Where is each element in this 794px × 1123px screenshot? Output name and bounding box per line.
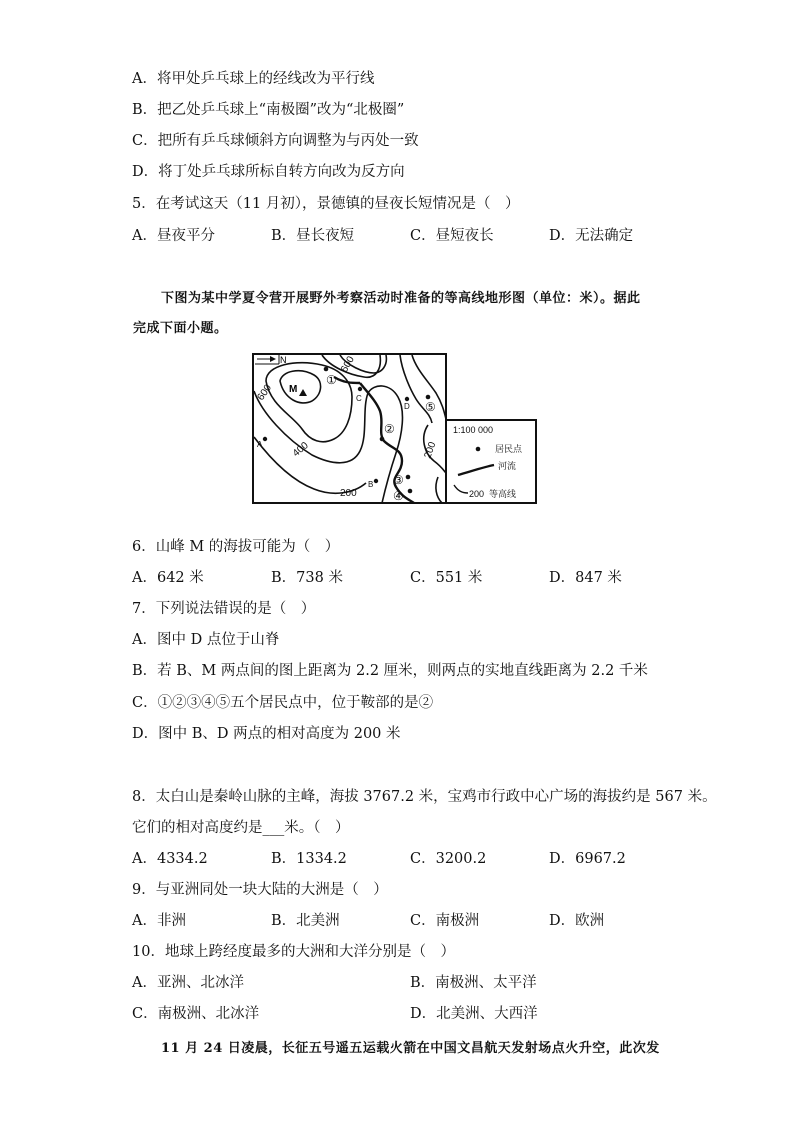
settlement-label: ① (326, 373, 337, 387)
option-b: B．738 米 (271, 570, 343, 586)
legend-settlement-icon (476, 447, 481, 452)
contour-label: 600 (339, 354, 357, 375)
settlement-label: ④ (393, 489, 404, 503)
point-label: D (404, 402, 410, 411)
option-b: B．1334.2 (271, 851, 347, 867)
legend-settlement-label: 居民点 (495, 444, 523, 454)
option-c: C．南极洲、北冰洋 (132, 1006, 260, 1022)
option-d: D．欧洲 (549, 913, 605, 929)
point-c-dot (358, 387, 362, 391)
settlement-label: ⑤ (425, 400, 436, 414)
map-legend (453, 425, 523, 499)
question-9-stem: 9．与亚洲同处一块大陆的大洲是（ ） (132, 882, 388, 898)
option-c: C．3200.2 (410, 851, 487, 867)
legend-contour-value: 200 (469, 489, 485, 499)
north-arrow-icon (255, 354, 287, 365)
option-text: C．①②③④⑤五个居民点中，位于鞍部的是② (132, 695, 434, 711)
point-a-dot (263, 437, 267, 441)
option-a: A．642 米 (132, 570, 204, 586)
option-text: B．把乙处乒乓球上“南极圈”改为“北极圈” (132, 102, 405, 118)
question-7-stem: 7．下列说法错误的是（ ） (132, 601, 316, 617)
contour-label: 200 (340, 488, 357, 499)
legend-contour-label: 等高线 (489, 489, 517, 499)
peak-label: M (289, 384, 298, 395)
option-d: D．无法确定 (549, 228, 634, 244)
contour-label: 400 (290, 440, 311, 460)
point-b-dot (374, 479, 378, 483)
legend-river-label: 河流 (498, 461, 517, 471)
option-d: D．北美洲、大西洋 (410, 1006, 538, 1022)
question-6-stem: 6．山峰 M 的海拔可能为（ ） (132, 539, 340, 555)
option-b: B．南极洲、太平洋 (410, 975, 537, 991)
question-8-stem-line2: 它们的相对高度约是___米。（ ） (132, 820, 350, 836)
settlement-dot (408, 489, 413, 494)
point-d-dot (405, 397, 409, 401)
option-text: A．将甲处乒乓球上的经线改为平行线 (132, 71, 375, 87)
settlement-dot (380, 437, 385, 442)
north-label: N (280, 355, 287, 365)
point-label: B (368, 480, 374, 489)
point-label: C (356, 394, 362, 403)
contour-label: 200 (422, 440, 439, 461)
settlement-dot (426, 395, 431, 400)
option-a: A．4334.2 (132, 851, 208, 867)
option-text: D．图中 B、D 两点的相对高度为 200 米 (132, 726, 401, 742)
option-text: D．将丁处乒乓球所标自转方向改为反方向 (132, 164, 405, 180)
option-d: D．6967.2 (549, 851, 626, 867)
intro-paragraph-line1: 下图为某中学夏令营开展野外考察活动时准备的等高线地形图（单位：米）。据此 (161, 291, 641, 306)
option-a: A．非洲 (132, 913, 186, 929)
legend-river-icon (458, 465, 494, 475)
option-b: B．北美洲 (271, 913, 340, 929)
question-10-stem: 10．地球上跨经度最多的大洲和大洋分别是（ ） (132, 944, 455, 960)
option-c: C．昼短夜长 (410, 228, 494, 244)
intro-paragraph-line2: 完成下面小题。 (133, 321, 228, 336)
settlement-label: ③ (393, 473, 404, 487)
option-d: D．847 米 (549, 570, 622, 586)
peak-triangle-icon (299, 389, 307, 396)
contour-lines (254, 355, 446, 503)
option-b: B．昼长夜短 (271, 228, 355, 244)
legend-contour-icon (454, 485, 468, 493)
question-5-stem: 5．在考试这天（11 月初），景德镇的昼夜长短情况是（ ） (132, 196, 520, 212)
option-text: C．把所有乒乓球倾斜方向调整为与丙处一致 (132, 133, 419, 149)
intro-paragraph-2-line1: 11 月 24 日凌晨，长征五号遥五运载火箭在中国文昌航天发射场点火升空，此次发 (161, 1041, 660, 1056)
contour-map-figure (252, 353, 538, 505)
option-text: A．图中 D 点位于山脊 (132, 632, 280, 648)
option-text: B．若 B、M 两点间的图上距离为 2.2 厘米，则两点的实地直线距离为 2.2 千米 (132, 663, 648, 679)
settlement-dot (406, 475, 411, 480)
option-c: C．南极洲 (410, 913, 480, 929)
option-a: A．亚洲、北冰洋 (132, 975, 244, 991)
option-c: C．551 米 (410, 570, 483, 586)
settlement-label: ② (384, 422, 395, 436)
point-label: A (257, 440, 263, 449)
settlement-dot (324, 367, 329, 372)
option-a: A．昼夜平分 (132, 228, 215, 244)
legend-scale: 1:100 000 (453, 425, 494, 435)
contour-label: 600 (255, 382, 275, 403)
question-8-stem-line1: 8．太白山是秦岭山脉的主峰，海拔 3767.2 米，宝鸡市行政中心广场的海拔约是 567 米。 (132, 789, 717, 805)
